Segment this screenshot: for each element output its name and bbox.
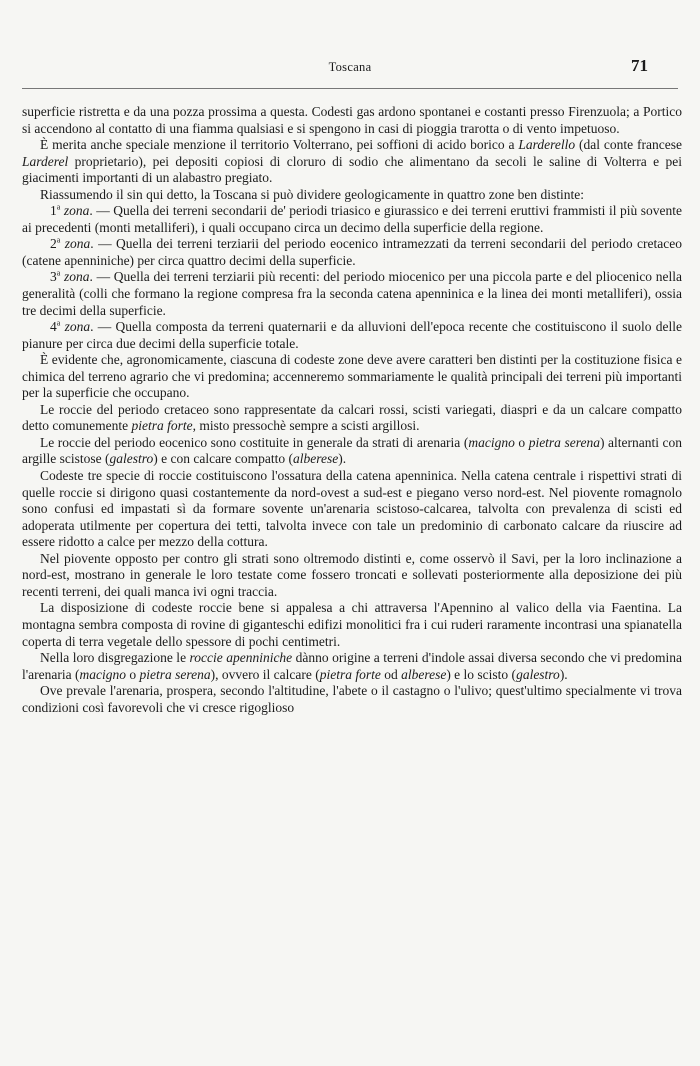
paragraph [22,435,682,468]
paragraph [22,683,682,716]
text-run: 4 [50,319,57,335]
paragraph [22,352,682,402]
text-run: ), ovvero il calcare ( [210,666,320,682]
paragraph [22,319,682,352]
text-run: Ove prevale l'arenaria, prospera, secondo l'altitudine, l'abete o il castagno o l'ulivo; quest'ultimo specialmente vi trova condizioni così favorevoli che vi cresce rigoglioso [22,683,682,715]
italic-term: Larderel [22,153,69,169]
text-run: . — Quella dei terreni secondarii de' periodi triasico e giurassico e dei terreni eruttivi frammisti il più sovente ai precedenti (monti metalliferi), i quali occupano circa un decimo della superficie della regione. [22,203,682,235]
text-run: superficie ristretta e da una pozza prossima a questa. Codesti gas ardono spontanei e costanti presso Firenzuola; a Portico si accendono al contatto di una fiamma qualsiasi e si spengono in casi di pioggia trarotta o di vento impetuoso. [22,104,682,136]
italic-term: pietra forte [319,666,381,682]
body-text [22,104,682,716]
paragraph [22,236,682,269]
text-run: È evidente che, agronomicamente, ciascuna di codeste zone deve avere caratteri ben distinti per la costituzione fisica e chimica del terreno agrario che vi predomina; accenneremo sommariamente le qualità principali dei terreni più importanti per la superficie che occupano. [22,352,682,401]
page-header [30,56,670,80]
italic-term: macigno [468,434,515,450]
text-run: 3 [50,269,57,285]
text-run: Nella loro disgregazione le [40,650,190,666]
text-run: Nel piovente opposto per contro gli strati sono oltremodo distinti e, come osservò il Savi, per la loro inclinazione a nord-est, mostrano in generale le loro testate come fossero troncati e sollevati posteriormente alla deposizione dei più recenti terreni, dei quali manca ivi ogni traccia. [22,550,682,599]
italic-term: alberese [293,451,339,467]
italic-term: pietra serena [528,434,600,450]
text-run: Riassumendo il sin qui detto, la Toscana si può dividere geologicamente in quattro zone ben distinte: [40,186,584,202]
paragraph [22,650,682,683]
text-run: ). [559,666,568,682]
paragraph [22,551,682,601]
page-number: 71 [631,56,648,75]
text-run: 2 [50,236,57,252]
text-run: ) e lo scisto ( [446,666,517,682]
paragraph [22,269,682,319]
paragraph [22,402,682,435]
text-run: Le roccie del periodo cretaceo sono rappresentate da calcari rossi, scisti variegati, diaspri e da un calcare compatto detto comunemente [22,401,682,434]
text-run: dànno origine a terreni d'indole assai diversa secondo che vi predomina l'arenaria ( [22,650,682,682]
italic-term: zona [64,319,91,335]
text-run: o [514,434,529,450]
ordinal-superscript: a [56,268,61,278]
ordinal-superscript: a [56,235,61,245]
text-run: . — Quella dei terreni terziarii del periodo eocenico intramezzati da terreni secondarii del periodo cretaceo (catene apenniniche) per circa quattro decimi della superficie. [22,236,683,268]
header-rule [22,88,678,89]
text-run: ) e con calcare compatto ( [153,451,294,467]
paragraph [22,187,682,204]
text-run: proprietario), pei depositi copiosi di cloruro di sodio che alimentano da secoli le saline di Volterra e pei giacimenti importanti di un alabastro pregiato. [22,153,682,186]
text-run: Codeste tre specie di roccie costituiscono l'ossatura della catena apenninica. Nella catena centrale i rispettivi strati di quelle roccie si dirigono quasi costantemente da nord-ovest a sud-est e piegano verso nord-est. Nel piovente romagnolo sono confusi ed impastati sì da formare sovente un'arenaria scistoso-calcarea, talvolta con prevalenza di scisti ed adoperata utilmente per copertura dei tetti, talvolta invece con tale un predominio di carbonato calcare da riuscire ad essere ridotto a calce per mezzo della cottura. [22,468,682,550]
ordinal-superscript: a [56,202,61,212]
italic-term: roccie apenniniche [189,650,293,666]
ordinal-superscript: a [56,318,61,328]
italic-term: zona [64,269,90,285]
paragraph [22,137,682,187]
italic-term: alberese [401,666,447,682]
paragraph [22,600,682,650]
text-run: od [380,666,402,682]
paragraph [22,104,682,137]
paragraph [22,468,682,551]
text-run: o [126,666,140,682]
text-run: (dal conte francese [575,137,683,153]
text-run: ) alternanti con argille scistose ( [22,434,683,467]
text-run: . — Quella dei terreni terziarii più recenti: del periodo miocenico per una piccola parte e del pliocenico nella generalità (colli che formano la regione compresa fra la seconda catena apenninica e la linea dei monti metalliferi), ossia tre decimi della superficie. [22,269,682,318]
italic-term: pietra forte [131,418,193,434]
text-run: Le roccie del periodo eocenico sono costituite in generale da strati di arenaria ( [40,434,469,450]
text-run: . — Quella composta da terreni quaternarii e da alluvioni dell'epoca recente che costituiscono il suolo delle pianure per circa due decimi della superficie totale. [22,319,683,351]
text-run: ). [338,451,347,467]
italic-term: Larderello [518,137,576,153]
italic-term: macigno [79,666,127,682]
paragraph [22,203,682,236]
text-run: 1 [50,203,57,219]
italic-term: zona [63,203,90,219]
italic-term: zona [64,236,91,252]
italic-term: galestro [109,451,154,467]
italic-term: pietra serena [139,666,211,682]
running-title: Toscana [328,60,372,74]
italic-term: galestro [516,666,560,682]
text-run: È merita anche speciale menzione il territorio Volterrano, pei soffioni di acido borico a [40,137,519,153]
text-run: , misto pressochè sempre a scisti argillosi. [192,418,420,434]
text-run: La disposizione di codeste roccie bene si appalesa a chi attraversa l'Apennino al valico della via Faentina. La montagna sembra composta di rovine di giganteschi edifizi monolitici fra i cui ruderi raramente incontrasi una spianatella coperta di terra vegetale dello spessore di pochi centimetri. [22,600,682,649]
